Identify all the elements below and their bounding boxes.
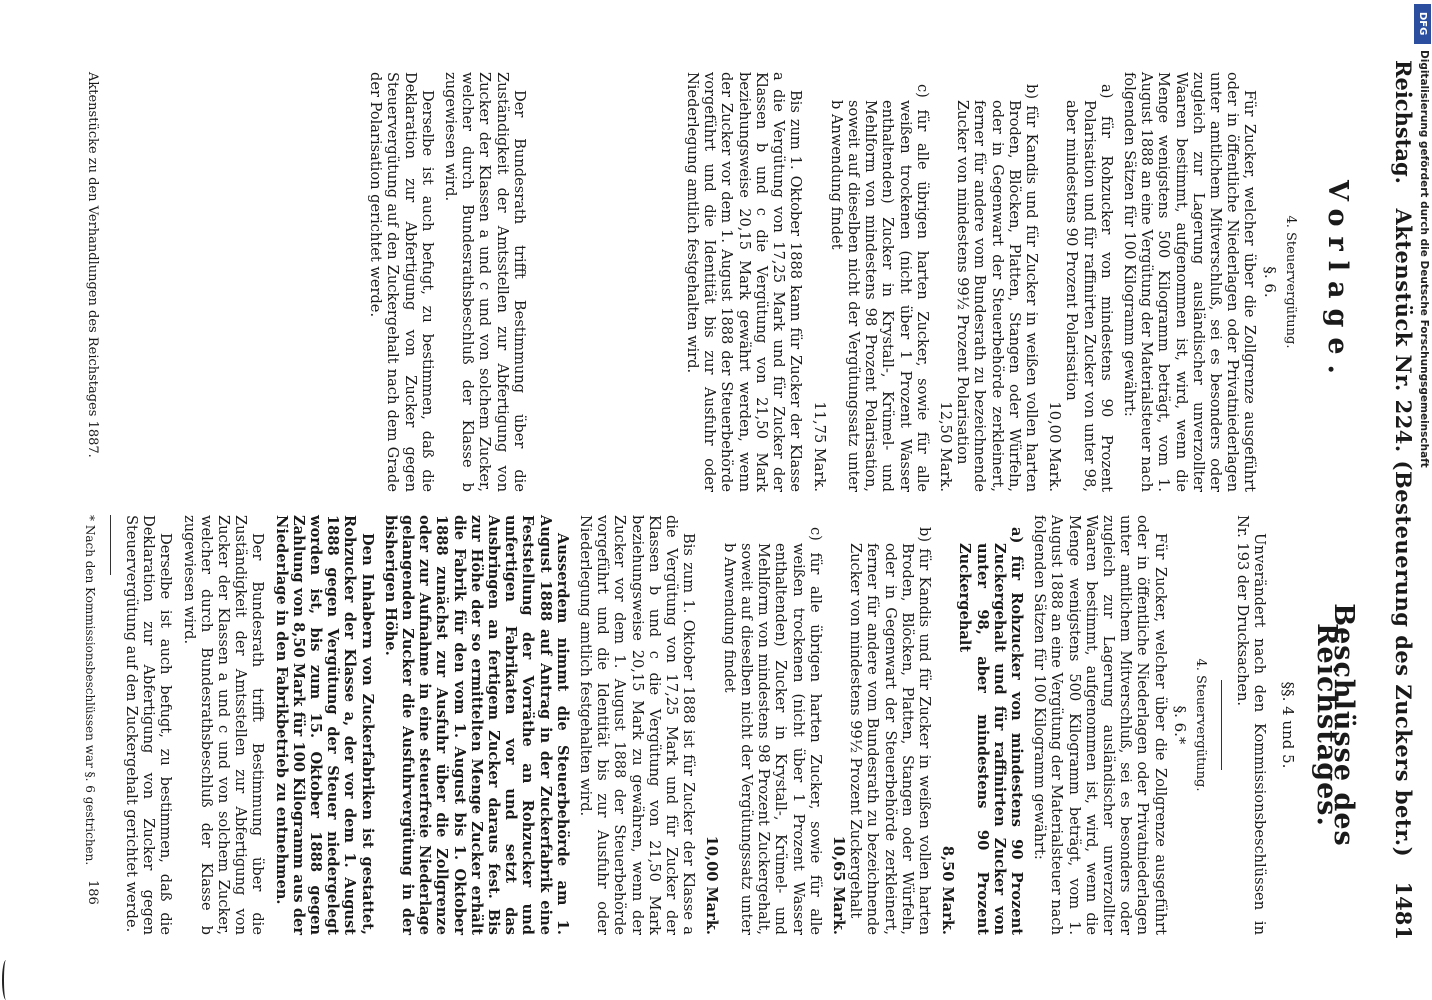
right-intro: Für Zucker, welcher über die Zollgrenze ausgeführt oder in öffentliche Niederlagen oder Privatniederlagen unter amtlichem Mitverschluß, sei es besonders oder zugleich zur Lagerung ausländischer unverzollter Waaren bestimmt, aufgenommen ist, wird, wenn die Menge wenigstens 500 Kilogramm beträgt, vom 1. August 1888 an eine Vergütung der Materialsteuer nach folgenden Sätzen für 100 Kilogramm gewährt: [1031, 515, 1169, 935]
right-item-a-text: a) für Rohzucker von mindestens 90 Prozent Zuckergehalt und für raffinirten Zucker von unter 98, aber mindestens 90 Prozent Zuckergehalt [956, 527, 1025, 935]
right-item-a-amount: 8,50 Mark. [939, 845, 957, 935]
header-subject: (Besteuerung des Zuckers betr.) [1391, 460, 1416, 857]
left-item-c-text: c) für alle übrigen harten Zucker, sowie für alle weißen trockenen (nicht über 1 Prozent Wasser enthaltenden) Zucker in Krystall-, Krümel- und Mehlform von mindestens 98 Prozent Polarisation, soweit auf dieselben nicht der Vergütungssatz unter b Anwendung findet [827, 84, 931, 492]
left-column-title: Vorlage. [1322, 180, 1353, 384]
document-page [5, 0, 1430, 1000]
left-item-b [937, 72, 1040, 492]
dfg-logo: DFG [1414, 4, 1431, 44]
right-item-b-amount: 10,65 Mark. [829, 835, 847, 935]
right-para-2: Bis zum 1. Oktober 1888 ist für Zucker der Klasse a die Vergütung von 17,25 Mark und für Zucker der Klassen b und c die Vergütung von 21,50 Mark beziehungsweise 20,15 Mark zu gewähren, wenn der Zucker vor dem 1. August 1888 der Steuerbehörde vorgeführt und die Identität bis zur Ausfuhr oder Niederlegung amtlich festgehalten wird. [577, 515, 698, 935]
right-item-c-amount: 10,00 Mark. [703, 835, 721, 935]
footer-signature: 186 [85, 880, 100, 905]
header-aktenstueck: Aktenstück Nr. 224. [1391, 208, 1416, 453]
left-item-a-amount: 10,00 Mark. [1046, 401, 1064, 492]
left-para-2: Bis zum 1. Oktober 1888 kann für Zucker der Klasse a die Vergütung von 17,25 Mark und für Zucker der Klassen b und c die Vergütung von 21,50 Mark beziehungsweise 20,15 Mark gewährt werden, wenn der Zucker vor dem 1. August 1888 der Steuerbehörde vorgeführt und die Identität bis zur Ausfuhr oder Niederlegung amtlich festgehalten wird. [684, 72, 805, 492]
page-number: 1481 [1391, 881, 1416, 940]
digitization-strip [1413, 4, 1432, 996]
right-column [81, 515, 1370, 935]
right-item-c-text: c) für alle übrigen harten Zucker, sowie für alle weißen trockenen (nicht über 1 Prozent Wasser enthaltenden) Zucker in Krystall-, Krümel- und Mehlform von mindestens 98 Prozent Zuckergehalt, soweit auf dieselben nicht der Vergütungssatz unter b Anwendung findet [720, 527, 824, 935]
left-para-3: Der Bundesrath trifft Bestimmung über die Zuständigkeit der Amtsstellen zur Abfertigung von Zucker der Klassen a und c und von solchem Zucker, welcher durch Bundesrathsbeschluß der Klasse b zugewiesen wird. [442, 72, 528, 492]
right-item-b [830, 515, 933, 935]
left-column [361, 72, 1370, 492]
left-paragraph-mark: §. 6. [1260, 266, 1279, 298]
digitization-notice: Digitalisierung gefördert durch die Deutsche Forschungsgemeinschaft [1418, 50, 1430, 468]
right-paragraph-mark: §. 6.* [1170, 705, 1189, 745]
right-item-b-text: b) für Kandis und für Zucker in weißen vollen harten Broden, Blöcken, Platten, Stangen oder Würfeln, oder in Gegenwart der Steuerbehörde zerkleinert, ferner für andere vom Bundesrath zu bezeichnende Zucker von mindestens 99½ Prozent Zuckergehalt [847, 527, 933, 935]
divider [1221, 680, 1222, 770]
right-subhead: 4. Steuervergütung. [1192, 658, 1208, 792]
footnote: * Nach den Kommissionsbeschlüssen war §. 6 gestrichen. [82, 515, 97, 866]
left-para-4: Derselbe ist auch befugt, zu bestimmen, daß die Deklaration zur Abfertigung von Zucker gegen Steuervergütung auf den Zuckergehalt nach dem Grade der Polarisation gerichtet werde. [367, 72, 436, 492]
left-item-c-amount: 11,75 Mark. [810, 401, 828, 492]
left-item-b-amount: 12,50 Mark. [936, 401, 954, 492]
page-header [1376, 60, 1416, 940]
header-left: Reichstag. [1391, 60, 1416, 184]
footer-left: Aktenstücke zu den Verhandlungen des Reichstages 1887. [85, 72, 100, 458]
edge-mark [2, 960, 10, 1000]
left-intro: Für Zucker, welcher über die Zollgrenze ausgeführt oder in öffentliche Niederlagen oder Privatniederlagen unter amtlichem Mitverschluß, sei es besonders oder zugleich zur Lagerung ausländischer unverzollter Waaren bestimmt, aufgenommen ist, wird, wenn die Menge wenigstens 500 Kilogramm beträgt, vom 1. August 1888 an eine Vergütung der Materialsteuer nach folgenden Sätzen für 100 Kilogramm gewährt: [1120, 72, 1259, 492]
right-unchanged-text: Unverändert nach den Kommissionsbeschlüssen in Nr. 193 der Drucksachen. [1234, 515, 1269, 935]
right-paras-unchanged: §§. 4 und 5. [1278, 681, 1297, 769]
right-para-3: Der Bundesrath trifft Bestimmung über die Zuständigkeit der Amtsstellen zur Abfertigung von Zucker der Klassen a und c und von solchem Zucker, welcher durch Bundesrathsbeschluß der Klasse b zugewiesen wird. [180, 515, 267, 935]
right-para-4: Derselbe ist auch befugt, zu bestimmen, daß die Deklaration zur Abfertigung von Zucker gegen Steuervergütung auf den Zuckergehalt gerichtet werde. [123, 515, 175, 935]
left-item-a-text: a) für Rohzucker von mindestens 90 Prozent Polarisation und für raffinirten Zucker von unter 98, aber mindestens 90 Prozent Polarisation [1063, 84, 1115, 492]
left-subhead: 4. Steuervergütung. [1282, 215, 1298, 349]
right-item-c [703, 515, 823, 935]
left-item-b-text: b) für Kandis und für Zucker in weißen vollen harten Broden, Blöcken, Platten, Stangen oder Würfeln, oder in Gegenwart der Steuerbehörde zerkleinert, ferner für andere vom Bundesrath zu bezeichnende Zucker von mindestens 99½ Prozent Polarisation [954, 84, 1040, 492]
left-item-a [1046, 72, 1115, 492]
left-item-c [810, 72, 930, 492]
right-column-title: Beschlüsse des Reichstages. [1310, 603, 1359, 847]
footnote-rule [110, 515, 111, 575]
right-bold-para-1: Ausserdem nimmt die Steuerbehörde am 1. August 1888 auf Antrag in der Zuckerfabrik eine Feststellung der Vorräthe an Rohzucker und unfertigen Fabrikaten vor und setzt das Ausbringen an fertigem Zucker daraus fest. Bis zur Höhe der so ermittelten Menge Zucker erhält die Fabrik für den vom 1. August bis 1. Oktober 1888 zunächst zur Ausfuhr über die Zollgrenze oder zur Aufnahme in eine steuerfreie Niederlage gelangenden Zucker die Ausfuhrvergütung in der bisherigen Höhe. [381, 515, 571, 935]
right-bold-para-2: Den Inhabern von Zuckerfabriken ist gestattet, Rohzucker der Klasse a, der vor dem 1. August 1888 gegen Vergütung der Steuer niedergelegt worden ist, bis zum 15. Oktober 1888 gegen Zahlung von 8,50 Mark für 100 Kilogramm aus der Niederlage in den Fabrikbetrieb zu entnehmen. [272, 515, 376, 935]
right-item-a [939, 515, 1025, 935]
